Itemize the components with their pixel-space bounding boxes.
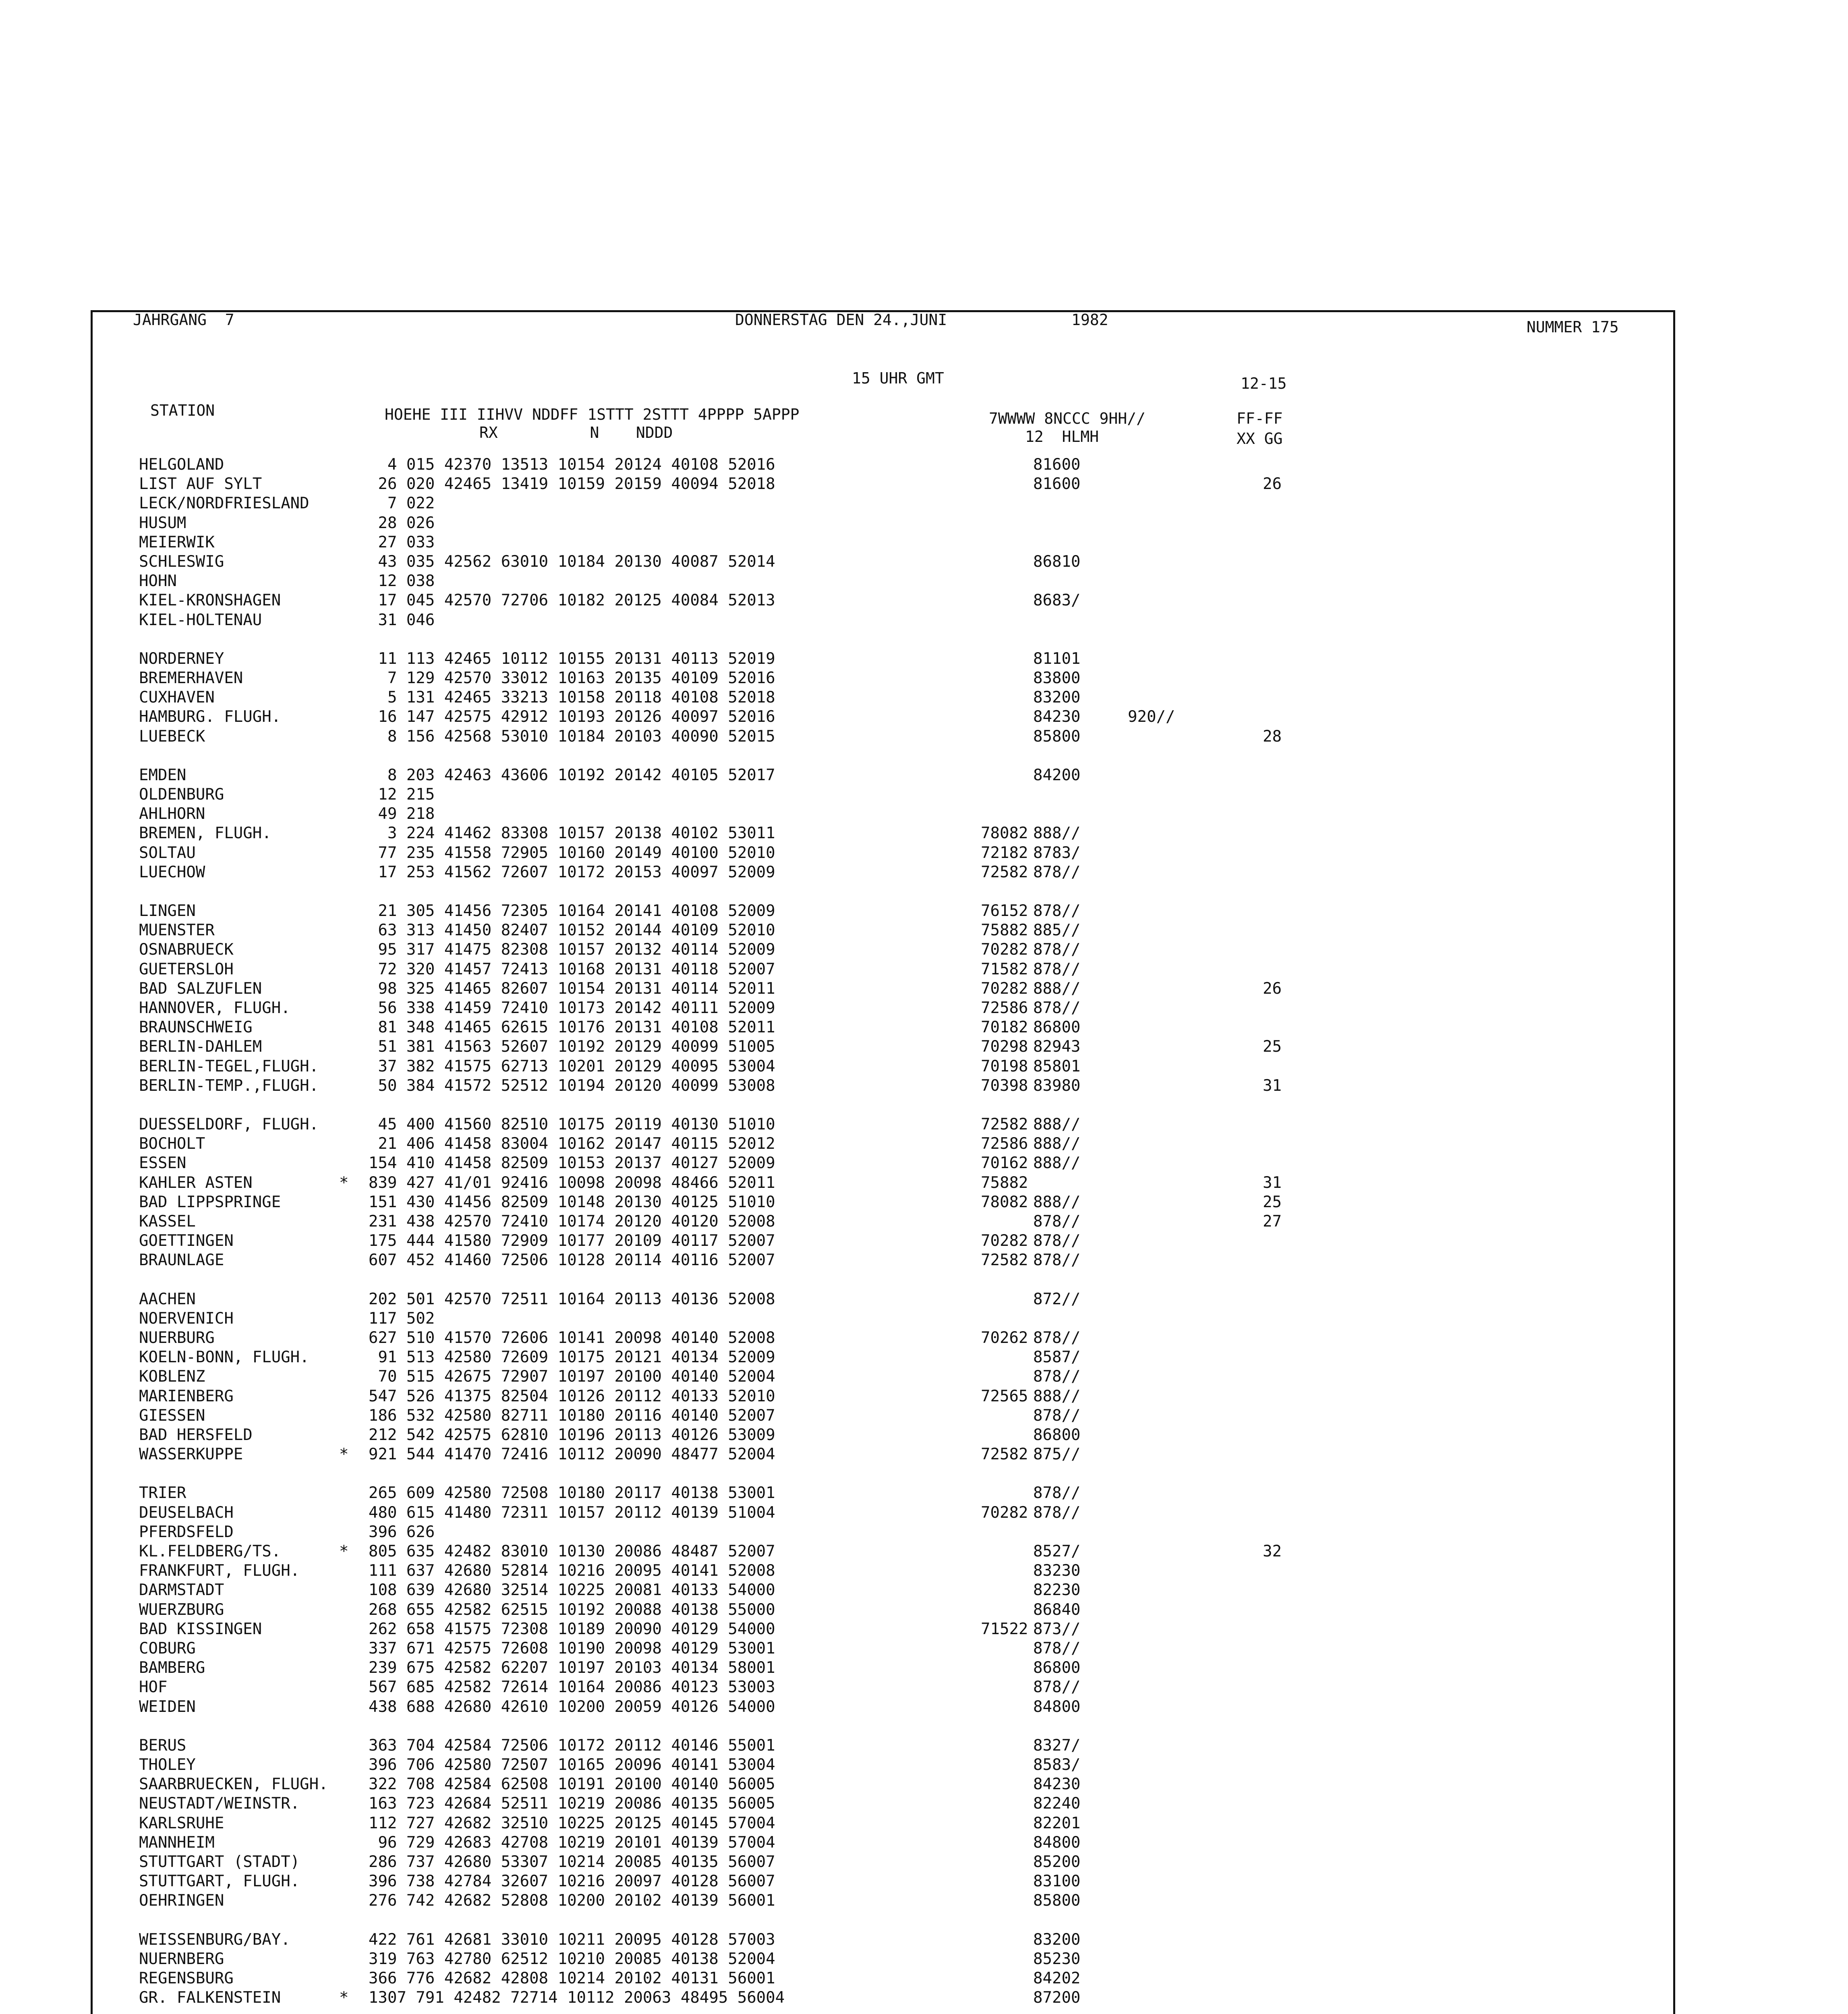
station-data: 438 688 42680 42610 10200 20059 40126 54000 [369,1697,775,1716]
station-data: 21 406 41458 83004 10162 20147 40115 52012 [369,1135,775,1153]
station-data: 3 224 41462 83308 10157 20138 40102 53011 [369,824,775,843]
station-name: BERUS [139,1736,186,1755]
station-data: 265 609 42580 72508 10180 20117 40138 53001 [369,1484,775,1502]
weather-group: 70262 [981,1329,1028,1347]
station-data: 117 502 [369,1309,435,1328]
station-data: 108 639 42680 32514 10225 20081 40133 54000 [369,1581,775,1600]
cloud-group: 85800 [1033,727,1081,746]
gust-value: 31 [1263,1076,1282,1095]
station-data: 16 147 42575 42912 10193 20126 40097 52016 [369,708,775,726]
station-name: WEISSENBURG/BAY. [139,1930,290,1949]
station-data: 112 727 42682 32510 10225 20125 40145 57004 [369,1814,775,1832]
station-name: LIST AUF SYLT [139,475,262,493]
weather-group: 70398 [981,1076,1028,1095]
station-data: 422 761 42681 33010 10211 20095 40128 57003 [369,1930,775,1949]
cloud-group: 878// [1033,1368,1081,1386]
gust-value: 25 [1263,1038,1282,1056]
cloud-group: 87200 [1033,1989,1081,2007]
cloud-group: 8583/ [1033,1756,1081,1774]
station-data: 49 218 [369,805,435,823]
weather-group: 75882 [981,1173,1028,1192]
station-name: BAD LIPPSPRINGE [139,1193,281,1211]
station-data: 8 156 42568 53010 10184 20103 40090 52015 [369,727,775,746]
mountain-marker: * [339,1445,349,1464]
cloud-group: 878// [1033,1251,1081,1270]
weather-group: 70182 [981,1018,1028,1037]
station-name: AHLHORN [139,805,205,823]
station-data: 805 635 42482 83010 10130 20086 48487 52007 [369,1542,775,1560]
cloud-group: 878// [1033,1678,1081,1697]
station-name: SOLTAU [139,843,196,862]
station-data: 186 532 42580 82711 10180 20116 40140 52007 [369,1406,775,1425]
cloud-group: 84202 [1033,1969,1081,1987]
station-data: 26 020 42465 13419 10159 20159 40094 52018 [369,475,775,493]
report-year: 1982 [1071,311,1108,329]
station-data: 268 655 42582 62515 10192 20088 40138 55000 [369,1600,775,1619]
station-name: BOCHOLT [139,1135,205,1153]
col-right-header: 7WWWW 8NCCC 9HH// [989,410,1146,427]
station-data: 154 410 41458 82509 10153 20137 40127 52009 [369,1154,775,1173]
station-data: 37 382 41575 62713 10201 20129 40095 53004 [369,1057,775,1075]
cloud-group: 878// [1033,1406,1081,1425]
observation-time: 15 UHR GMT [852,369,944,387]
cloud-group: 888// [1033,1193,1081,1211]
station-data: 202 501 42570 72511 10164 20113 40136 52008 [369,1290,775,1308]
station-data: 77 235 41558 72905 10160 20149 40100 52010 [369,843,775,862]
station-data: 7 129 42570 33012 10163 20135 40109 52016 [369,669,775,687]
col-main-header: HOEHE III IIHVV NDDFF 1STTT 2STTT 4PPPP 5APPP [385,406,800,423]
cloud-group: 86800 [1033,1426,1081,1444]
cloud-group: 878// [1033,902,1081,920]
mountain-marker: * [339,1989,349,2007]
report-date: DONNERSTAG DEN 24.,JUNI [735,311,947,329]
col-main-subheader: RX N NDDD [479,424,673,441]
weather-group: 72582 [981,1251,1028,1270]
station-data: 175 444 41580 72909 10177 20109 40117 52007 [369,1232,775,1250]
station-name: GUETERSLOH [139,960,234,978]
station-name: STUTTGART, FLUGH. [139,1872,300,1891]
weather-group: 71522 [981,1620,1028,1638]
col-station: STATION [150,402,215,419]
station-name: NUERNBERG [139,1950,224,1968]
weather-group: 71582 [981,960,1028,978]
gust-value: 27 [1263,1212,1282,1231]
station-name: GIESSEN [139,1406,205,1425]
cloud-group: 878// [1033,1484,1081,1502]
mountain-marker: * [339,1173,349,1192]
station-name: OLDENBURG [139,785,224,804]
cloud-group: 8783/ [1033,843,1081,862]
station-name: BERLIN-TEMP.,FLUGH. [139,1076,319,1095]
station-data: 480 615 41480 72311 10157 20112 40139 51004 [369,1503,775,1522]
cloud-group: 873// [1033,1620,1081,1638]
cloud-group: 878// [1033,941,1081,959]
station-name: WEIDEN [139,1697,196,1716]
cloud-group: 84230 [1033,1775,1081,1794]
weather-group: 70282 [981,979,1028,998]
station-name: CUXHAVEN [139,688,215,707]
weather-group: 76152 [981,902,1028,920]
station-data: 81 348 41465 62615 10176 20131 40108 52011 [369,1018,775,1037]
cloud-group: 83200 [1033,1930,1081,1949]
station-name: TRIER [139,1484,186,1502]
gust-value: 32 [1263,1542,1282,1560]
gust-value: 25 [1263,1193,1282,1211]
station-data: 319 763 42780 62512 10210 20085 40138 52004 [369,1950,775,1968]
station-data: 547 526 41375 82504 10126 20112 40133 52010 [369,1387,775,1405]
weather-group: 78082 [981,824,1028,843]
station-name: HOHN [139,572,177,591]
station-data: 262 658 41575 72308 10189 20090 40129 54000 [369,1620,775,1638]
cloud-group: 888// [1033,824,1081,843]
weather-group: 70198 [981,1057,1028,1075]
weather-group: 75882 [981,921,1028,940]
station-name: BRAUNSCHWEIG [139,1018,253,1037]
gust-value: 26 [1263,475,1282,493]
cloud-group: 878// [1033,1212,1081,1231]
weather-group: 70298 [981,1038,1028,1056]
cloud-group: 83980 [1033,1076,1081,1095]
station-name: BAD SALZUFLEN [139,979,262,998]
weather-group: 70282 [981,1503,1028,1522]
station-name: DARMSTADT [139,1581,224,1600]
station-name: LUECHOW [139,863,205,881]
station-name: BAMBERG [139,1659,205,1677]
cloud-group: 86800 [1033,1018,1081,1037]
station-name: KOELN-BONN, FLUGH. [139,1348,309,1367]
station-name: AACHEN [139,1290,196,1308]
station-data: 366 776 42682 42808 10214 20102 40131 56001 [369,1969,775,1987]
station-name: COBURG [139,1639,196,1658]
weather-group: 72182 [981,843,1028,862]
station-data: 163 723 42684 52511 10219 20086 40135 56005 [369,1794,775,1813]
station-name: KL.FELDBERG/TS. [139,1542,281,1560]
station-name: LUEBECK [139,727,205,746]
col-ff-subheader: XX GG [1237,430,1283,448]
station-data: 45 400 41560 82510 10175 20119 40130 51010 [369,1115,775,1133]
station-name: DUESSELDORF, FLUGH. [139,1115,319,1133]
cloud-group: 86840 [1033,1600,1081,1619]
weather-group: 72582 [981,1115,1028,1133]
cloud-group: 82201 [1033,1814,1081,1832]
station-name: MEIERWIK [139,533,215,551]
cloud-group: 85801 [1033,1057,1081,1075]
station-name: OSNABRUECK [139,941,234,959]
cloud-group: 84200 [1033,766,1081,784]
station-name: HUSUM [139,514,186,532]
station-name: LECK/NORDFRIESLAND [139,494,309,513]
cloud-group: 86800 [1033,1659,1081,1677]
cloud-group: 8587/ [1033,1348,1081,1367]
cloud-group: 82943 [1033,1038,1081,1056]
cloud-group: 83100 [1033,1872,1081,1891]
cloud-group: 888// [1033,1135,1081,1153]
station-data: 239 675 42582 62207 10197 20103 40134 58001 [369,1659,775,1677]
station-data: 95 317 41475 82308 10157 20132 40114 52009 [369,941,775,959]
station-name: MUENSTER [139,921,215,940]
station-name: GR. FALKENSTEIN [139,1989,281,2007]
cloud-group: 875// [1033,1445,1081,1464]
cloud-group: 85800 [1033,1892,1081,1910]
weather-group: 70282 [981,941,1028,959]
gust-value: 31 [1263,1173,1282,1192]
station-name: KASSEL [139,1212,196,1231]
station-name: HOF [139,1678,168,1697]
gust-value: 26 [1263,979,1282,998]
cloud-group: 888// [1033,979,1081,998]
col-ff-header: FF-FF [1237,410,1283,427]
station-name: KIEL-KRONSHAGEN [139,591,281,610]
station-name: KIEL-HOLTENAU [139,611,262,629]
station-data: 276 742 42682 52808 10200 20102 40139 56001 [369,1892,775,1910]
station-name: BAD HERSFELD [139,1426,253,1444]
station-data: 231 438 42570 72410 10174 20120 40120 52008 [369,1212,775,1231]
station-data: 28 026 [369,514,435,532]
station-data: 286 737 42680 53307 10214 20085 40135 56007 [369,1853,775,1871]
weather-group: 72582 [981,863,1028,881]
station-name: HAMBURG. FLUGH. [139,708,281,726]
station-name: BREMEN, FLUGH. [139,824,271,843]
cloud-group: 81600 [1033,456,1081,474]
weather-group: 72586 [981,1135,1028,1153]
station-name: REGENSBURG [139,1969,234,1987]
cloud-group: 878// [1033,1329,1081,1347]
station-name: WUERZBURG [139,1600,224,1619]
station-data: 607 452 41460 72506 10128 20114 40116 52007 [369,1251,775,1270]
station-data: 27 033 [369,533,435,551]
station-name: SAARBRUECKEN, FLUGH. [139,1775,328,1794]
period-label: 12-15 [1241,375,1287,392]
cloud-group: 82230 [1033,1581,1081,1600]
station-name: KAHLER ASTEN [139,1173,253,1192]
cloud-group: 878// [1033,1232,1081,1250]
weather-group: 72586 [981,999,1028,1017]
cloud-group: 83230 [1033,1562,1081,1580]
station-data: 51 381 41563 52607 10192 20129 40099 51005 [369,1038,775,1056]
station-name: DEUSELBACH [139,1503,234,1522]
station-data: 337 671 42575 72608 10190 20098 40129 53001 [369,1639,775,1658]
station-name: BRAUNLAGE [139,1251,224,1270]
cloud-group: 83800 [1033,669,1081,687]
station-data: 12 215 [369,785,435,804]
station-name: PFERDSFELD [139,1523,234,1541]
station-data: 17 045 42570 72706 10182 20125 40084 52013 [369,591,775,610]
station-name: WASSERKUPPE [139,1445,243,1464]
station-data: 70 515 42675 72907 10197 20100 40140 52004 [369,1368,775,1386]
station-data: 4 015 42370 13513 10154 20124 40108 52016 [369,456,775,474]
station-data: 151 430 41456 82509 10148 20130 40125 51010 [369,1193,775,1211]
cloud-group: 82240 [1033,1794,1081,1813]
weather-group: 72565 [981,1387,1028,1405]
station-name: SCHLESWIG [139,553,224,571]
weather-group: 72582 [981,1445,1028,1464]
station-name: MANNHEIM [139,1833,215,1852]
station-name: EMDEN [139,766,186,784]
report-frame [91,310,1675,2014]
station-name: MARIENBERG [139,1387,234,1405]
cloud-group: 81101 [1033,649,1081,668]
cloud-group: 83200 [1033,688,1081,707]
cloud-group: 84800 [1033,1833,1081,1852]
station-name: LINGEN [139,902,196,920]
station-name: NUERBURG [139,1329,215,1347]
station-name: KARLSRUHE [139,1814,224,1832]
station-data: 396 738 42784 32607 10216 20097 40128 56007 [369,1872,775,1891]
station-data: 63 313 41450 82407 10152 20144 40109 52010 [369,921,775,940]
height-group: 920// [1128,708,1175,726]
station-data: 839 427 41/01 92416 10098 20098 48466 52011 [369,1173,775,1192]
station-data: 11 113 42465 10112 10155 20131 40113 52019 [369,649,775,668]
weather-group: 70162 [981,1154,1028,1173]
station-data: 12 038 [369,572,435,591]
station-data: 50 384 41572 52512 10194 20120 40099 53008 [369,1076,775,1095]
cloud-group: 878// [1033,1639,1081,1658]
cloud-group: 888// [1033,1387,1081,1405]
station-name: HELGOLAND [139,456,224,474]
station-data: 17 253 41562 72607 10172 20153 40097 52009 [369,863,775,881]
station-data: 567 685 42582 72614 10164 20086 40123 53003 [369,1678,775,1697]
station-name: GOETTINGEN [139,1232,234,1250]
station-data: 627 510 41570 72606 10141 20098 40140 52008 [369,1329,775,1347]
cloud-group: 888// [1033,1154,1081,1173]
station-data: 31 046 [369,611,435,629]
cloud-group: 8327/ [1033,1736,1081,1755]
issue-number: NUMMER 175 [1527,318,1619,336]
station-data: 363 704 42584 72506 10172 20112 40146 55001 [369,1736,775,1755]
station-data: 98 325 41465 82607 10154 20131 40114 52011 [369,979,775,998]
weather-group: 78082 [981,1193,1028,1211]
col-right-subheader: 12 HLMH [1025,428,1099,445]
station-name: BREMERHAVEN [139,669,243,687]
cloud-group: 8683/ [1033,591,1081,610]
station-data: 396 706 42580 72507 10165 20096 40141 53004 [369,1756,775,1774]
jahrgang: JAHRGANG 7 [133,311,234,329]
station-name: KOBLENZ [139,1368,205,1386]
station-name: NORDERNEY [139,649,224,668]
cloud-group: 81600 [1033,475,1081,493]
station-data: 8 203 42463 43606 10192 20142 40105 52017 [369,766,775,784]
station-data: 322 708 42584 62508 10191 20100 40140 56005 [369,1775,775,1794]
cloud-group: 885// [1033,921,1081,940]
station-name: OEHRINGEN [139,1892,224,1910]
cloud-group: 878// [1033,1503,1081,1522]
station-data: 72 320 41457 72413 10168 20131 40118 52007 [369,960,775,978]
station-name: THOLEY [139,1756,196,1774]
station-name: ESSEN [139,1154,186,1173]
station-data: 5 131 42465 33213 10158 20118 40108 52018 [369,688,775,707]
cloud-group: 888// [1033,1115,1081,1133]
station-data: 921 544 41470 72416 10112 20090 48477 52004 [369,1445,775,1464]
cloud-group: 84230 [1033,708,1081,726]
cloud-group: 84800 [1033,1697,1081,1716]
station-name: HANNOVER, FLUGH. [139,999,290,1017]
station-data: 396 626 [369,1523,435,1541]
station-name: BERLIN-DAHLEM [139,1038,262,1056]
station-data: 21 305 41456 72305 10164 20141 40108 52009 [369,902,775,920]
cloud-group: 872// [1033,1290,1081,1308]
cloud-group: 878// [1033,863,1081,881]
cloud-group: 85230 [1033,1950,1081,1968]
mountain-marker: * [339,1542,349,1560]
station-data: 91 513 42580 72609 10175 20121 40134 52009 [369,1348,775,1367]
station-data: 56 338 41459 72410 10173 20142 40111 52009 [369,999,775,1017]
cloud-group: 878// [1033,999,1081,1017]
weather-group: 70282 [981,1232,1028,1250]
station-data: 111 637 42680 52814 10216 20095 40141 52008 [369,1562,775,1580]
station-name: FRANKFURT, FLUGH. [139,1562,300,1580]
station-name: STUTTGART (STADT) [139,1853,300,1871]
cloud-group: 878// [1033,960,1081,978]
station-data: 43 035 42562 63010 10184 20130 40087 52014 [369,553,775,571]
cloud-group: 8527/ [1033,1542,1081,1560]
station-data: 1307 791 42482 72714 10112 20063 48495 56004 [369,1989,785,2007]
cloud-group: 85200 [1033,1853,1081,1871]
gust-value: 28 [1263,727,1282,746]
station-name: BERLIN-TEGEL,FLUGH. [139,1057,319,1075]
cloud-group: 86810 [1033,553,1081,571]
station-data: 7 022 [369,494,435,513]
station-data: 212 542 42575 62810 10196 20113 40126 53009 [369,1426,775,1444]
station-name: BAD KISSINGEN [139,1620,262,1638]
station-name: NOERVENICH [139,1309,234,1328]
station-data: 96 729 42683 42708 10219 20101 40139 57004 [369,1833,775,1852]
station-name: NEUSTADT/WEINSTR. [139,1794,300,1813]
